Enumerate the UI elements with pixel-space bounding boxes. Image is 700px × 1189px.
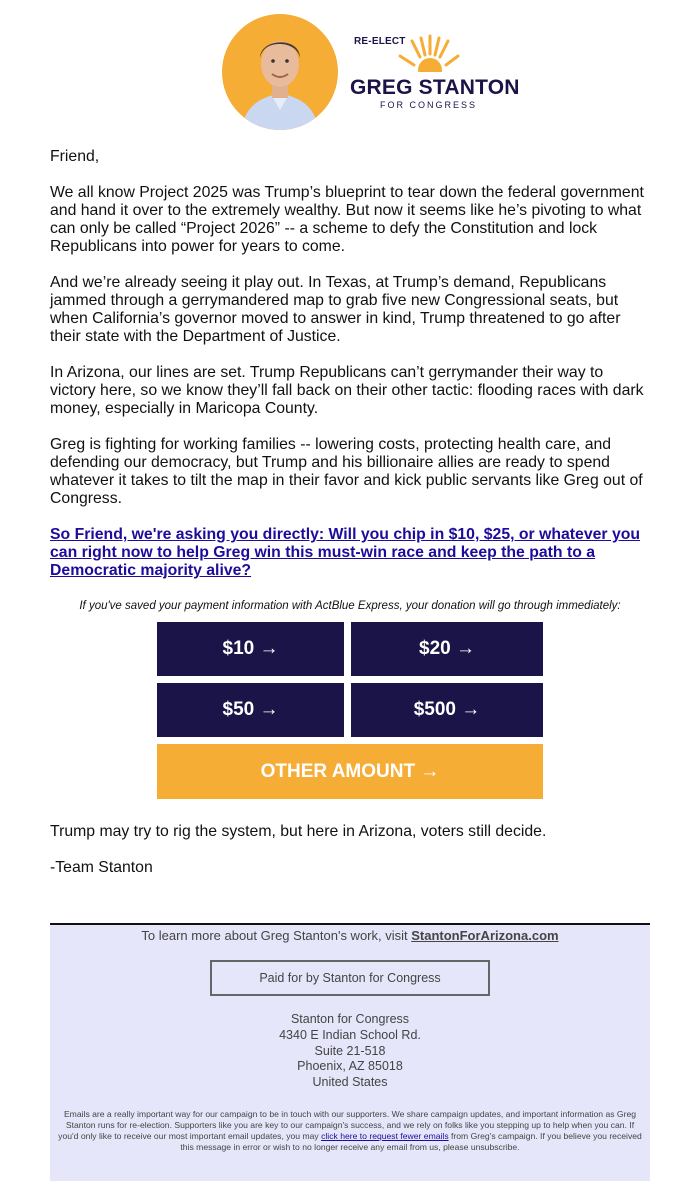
paid-for-disclaimer: Paid for by Stanton for Congress: [210, 960, 490, 996]
closing-line: Trump may try to rig the system, but here in Arizona, voters still decide.: [50, 823, 547, 840]
greeting: Friend,: [50, 148, 100, 165]
learn-more-line: [50, 928, 650, 943]
body-paragraph: In Arizona, our lines are set. Trump Republicans can’t gerrymander their way to victory here, so we know they’ll fall back on their other tactic: flooding races with dark money, especially in Maricopa County.: [50, 364, 644, 417]
body-paragraph: Greg is fighting for working families -- lowering costs, protecting health care, and defending our democracy, but Trump and his billionaire allies are ready to spend whatever it takes to tilt the map in their favor and kick public servants like Greg out of Congress.: [50, 436, 643, 507]
logo-subtitle-text: FOR CONGRESS: [380, 100, 478, 110]
learn-more-text: To learn more about Greg Stanton's work, visit: [141, 928, 412, 943]
mailing-address: [50, 1012, 650, 1091]
email-closing: [50, 823, 650, 895]
actblue-express-note: If you've saved your payment information with ActBlue Express, your donation will go through immediately:: [79, 600, 621, 612]
campaign-logo: [350, 32, 520, 122]
address-line: United States: [312, 1075, 388, 1090]
email-header: [220, 12, 520, 132]
body-paragraph: And we’re already seeing it play out. In Texas, at Trump’s demand, Republicans jammed through a gerrymandered map to grab five new Congressional seats, but when California’s governor moved to answer in kind, Trump threatened to go after their state with the Department of Justice.: [50, 274, 621, 345]
website-link[interactable]: StantonForArizona.com: [411, 928, 559, 943]
email-footer: [50, 923, 650, 1181]
address-line: Stanton for Congress: [290, 1012, 410, 1026]
donation-ask-link[interactable]: So Friend, we're asking you directly: Will you chip in $10, $25, or whatever you can right now to help Greg win this must-win race and keep the path to a Democratic majority alive?: [50, 526, 641, 579]
address-line: Suite 21-518: [314, 1043, 386, 1058]
body-paragraph: We all know Project 2025 was Trump’s blueprint to tear down the federal government and hand it over to the extremely wealthy. But now it seems like he’s pivoting to what can only be called “Project 2026” -- a scheme to defy the Constitution and lock Republicans into power for years to come.: [50, 184, 644, 255]
fine-print: [58, 1109, 642, 1153]
candidate-photo: [222, 14, 338, 130]
candidate-portrait-icon: [222, 14, 338, 130]
logo-name-text: GREG STANTON: [350, 76, 520, 99]
donate-50-button[interactable]: $50 →: [157, 683, 344, 737]
email-body: [50, 148, 650, 598]
donate-500-button[interactable]: $500 →: [351, 683, 543, 737]
signoff: -Team Stanton: [50, 859, 153, 876]
donate-20-button[interactable]: $20 →: [351, 622, 543, 676]
fewer-emails-link[interactable]: click here to request fewer emails: [321, 1131, 449, 1141]
donate-10-button[interactable]: $10 →: [157, 622, 344, 676]
fine-print-text: Emails are a really important way for our campaign to be in touch with our supporters. We share campaign updates, and important information as Greg Stanton runs for re-election. Supporters like you are key to our campaign's success, and we rely on folks like you stepping up to help when you can. If you'd only like to receive our most important email updates, you may: [58, 1109, 637, 1141]
donate-other-amount-button[interactable]: OTHER AMOUNT →: [157, 744, 543, 799]
fine-print-text-end: from Greg's campaign. If you believe you received this message in error or wish to no longer receive any email from us, please unsubscribe.: [180, 1131, 642, 1152]
logo-reelect-text: RE-ELECT: [354, 36, 406, 47]
address-line: Phoenix, AZ 85018: [297, 1059, 403, 1074]
address-line: 4340 E Indian School Rd.: [279, 1027, 421, 1042]
